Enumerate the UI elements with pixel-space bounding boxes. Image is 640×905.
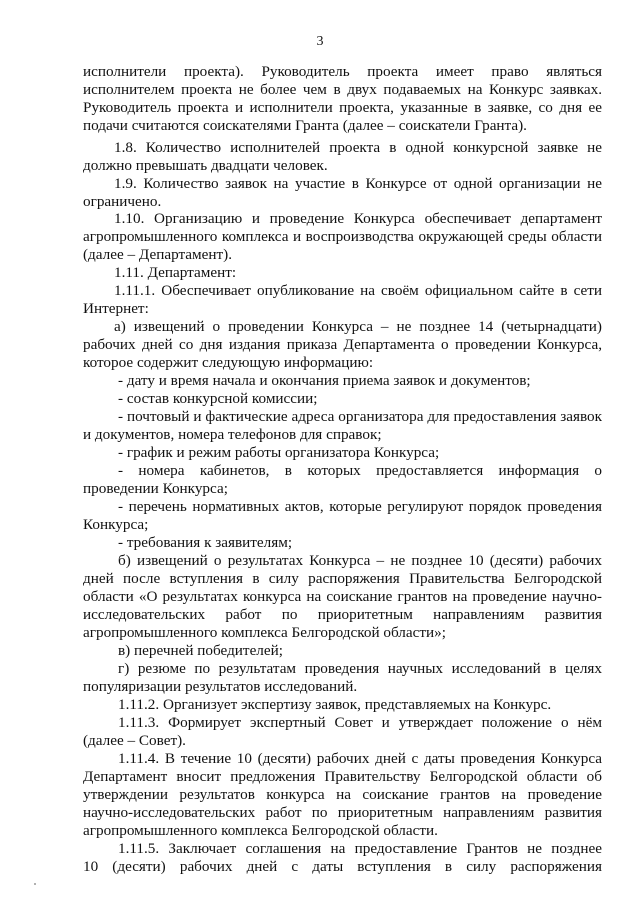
- text-line: - график и режим работы организатора Конкурса;: [118, 444, 440, 461]
- text-line: б) извещений о результатах Конкурса – не позднее 10 (десяти) рабочих: [118, 552, 602, 569]
- scan-speck: [34, 883, 36, 885]
- text-line: утверждении результатов конкурса на соискание грантов на проведение: [83, 786, 602, 803]
- text-line: проведении Конкурса;: [83, 480, 228, 497]
- text-line: 1.9. Количество заявок на участие в Конкурсе от одной организации не: [114, 175, 602, 192]
- text-line: - дату и время начала и окончания приема заявок и документов;: [118, 372, 531, 389]
- text-line: 10 (десяти) рабочих дней с даты вступления в силу распоряжения: [83, 858, 602, 875]
- text-line: области «О результатах конкурса на соискание грантов на проведение научно-: [83, 588, 602, 605]
- text-line: исполнители проекта). Руководитель проекта имеет право являться: [83, 63, 602, 80]
- text-line: (далее – Департамент).: [83, 246, 232, 263]
- text-line: и документов, номера телефонов для справок;: [83, 426, 382, 443]
- text-line: исследовательских работ по приоритетным направлениям развития: [83, 606, 602, 623]
- text-line: - перечень нормативных актов, которые регулируют порядок проведения: [118, 498, 602, 515]
- text-line: (далее – Совет).: [83, 732, 186, 749]
- text-line: дней после вступления в силу распоряжения Правительства Белгородской: [83, 570, 602, 587]
- text-line: научно-исследовательских работ по приоритетным направлениям развития: [83, 804, 602, 821]
- text-line: которое содержит следующую информацию:: [83, 354, 374, 371]
- text-line: Конкурса;: [83, 516, 149, 533]
- text-line: 1.11.5. Заключает соглашения на предоставление Грантов не позднее: [118, 840, 602, 857]
- text-line: Департамент вносит предложения Правительству Белгородской области об: [83, 768, 602, 785]
- text-line: должно превышать двадцати человек.: [83, 157, 328, 174]
- text-line: в) перечней победителей;: [118, 642, 283, 659]
- text-line: агропромышленного комплекса Белгородской области.: [83, 822, 438, 839]
- text-line: а) извещений о проведении Конкурса – не позднее 14 (четырнадцати): [114, 318, 602, 335]
- text-line: рабочих дней со дня издания приказа Департамента о проведении Конкурса,: [83, 336, 602, 353]
- text-line: 1.11.2. Организует экспертизу заявок, представляемых на Конкурс.: [118, 696, 552, 713]
- page-number: 3: [316, 34, 324, 49]
- text-line: г) резюме по результатам проведения научных исследований в целях: [118, 660, 602, 677]
- text-line: 1.11. Департамент:: [114, 264, 237, 281]
- text-line: ограничено.: [83, 193, 162, 210]
- text-line: агропромышленного комплекса Белгородской области»;: [83, 624, 446, 641]
- text-line: подачи считаются соискателями Гранта (далее – соискатели Гранта).: [83, 117, 527, 134]
- text-line: Интернет:: [83, 300, 149, 317]
- text-line: - почтовый и фактические адреса организатора для предоставления заявок: [118, 408, 602, 425]
- text-line: 1.10. Организацию и проведение Конкурса обеспечивает департамент: [114, 210, 602, 227]
- text-line: 1.11.4. В течение 10 (десяти) рабочих дней с даты проведения Конкурса: [118, 750, 602, 767]
- text-line: - состав конкурсной комиссии;: [118, 390, 318, 407]
- text-line: 1.11.3. Формирует экспертный Совет и утверждает положение о нём: [118, 714, 602, 731]
- text-line: исполнителем проекта не более чем в двух подаваемых на Конкурс заявках.: [83, 81, 602, 98]
- text-line: - номера кабинетов, в которых предоставляется информация о: [118, 462, 602, 479]
- text-line: - требования к заявителям;: [118, 534, 293, 551]
- text-line: агропромышленного комплекса и воспроизводства окружающей среды области: [83, 228, 602, 245]
- text-line: 1.11.1. Обеспечивает опубликование на своём официальном сайте в сети: [114, 282, 602, 299]
- text-line: популяризации результатов исследований.: [83, 678, 358, 695]
- text-line: 1.8. Количество исполнителей проекта в одной конкурсной заявке не: [114, 139, 602, 156]
- text-line: Руководитель проекта и исполнители проекта, указанные в заявке, со дня ее: [83, 99, 602, 116]
